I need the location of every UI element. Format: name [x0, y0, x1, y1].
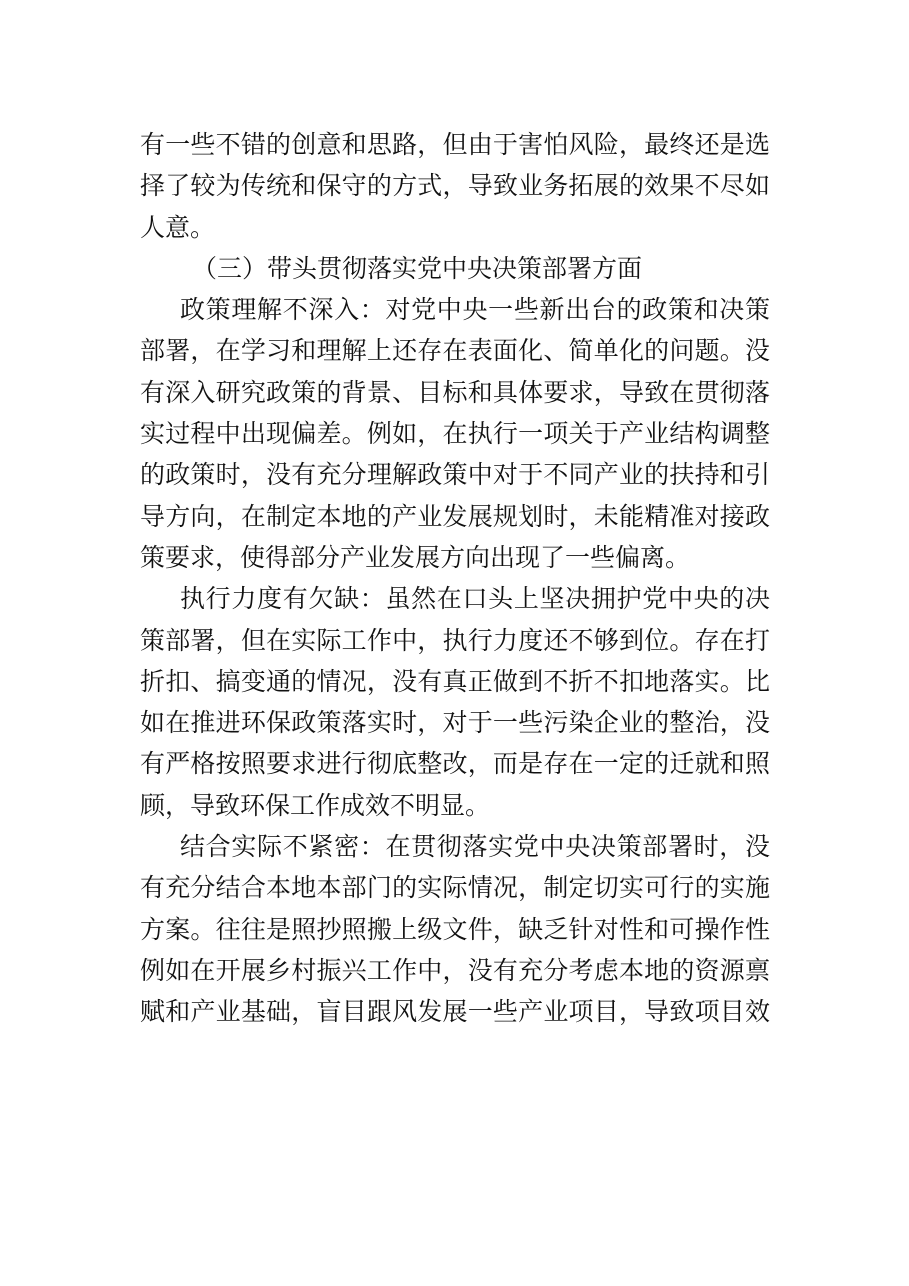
- text-line: 执行力度有欠缺：虽然在口头上坚决拥护党中央的决: [180, 584, 770, 614]
- text-line: 如在推进环保政策落实时，对于一些污染企业的整治，没: [140, 708, 770, 738]
- text-line: 策要求，使得部分产业发展方向出现了一些偏离。: [140, 542, 691, 572]
- text-line: 有严格按照要求进行彻底整改，而是存在一定的迁就和照: [140, 749, 770, 779]
- text-line: 方案。往往是照抄照搬上级文件，缺乏针对性和可操作性: [140, 914, 770, 944]
- text-line: 有一些不错的创意和思路，但由于害怕风险，最终还是选: [140, 130, 770, 159]
- text-line: 有充分结合本地本部门的实际情况，制定切实可行的实施: [140, 873, 770, 903]
- text-line: 有深入研究政策的背景、目标和具体要求，导致在贯彻落: [140, 377, 770, 407]
- heading-text: （三）带头贯彻落实党中央决策部署方面: [192, 253, 643, 283]
- text-line: 导方向，在制定本地的产业发展规划时，未能精准对接政: [140, 501, 770, 531]
- text-line: 折扣、搞变通的情况，没有真正做到不折不扣地落实。比: [140, 666, 770, 696]
- section-heading: [140, 248, 770, 289]
- paragraph-continuation: [140, 124, 770, 248]
- text-line: 择了较为传统和保守的方式，导致业务拓展的效果不尽如: [140, 171, 770, 201]
- text-line: 例如在开展乡村振兴工作中，没有充分考虑本地的资源禀: [140, 955, 770, 985]
- paragraph-policy-understanding: [140, 289, 770, 578]
- document-body: [140, 124, 770, 1033]
- paragraph-execution-strength: [140, 578, 770, 826]
- text-line: 赋和产业基础，盲目跟风发展一些产业项目，导致项目效: [140, 997, 770, 1027]
- paragraph-combine-reality: [140, 826, 770, 1032]
- text-line: 人意。: [140, 212, 216, 242]
- text-line: 政策理解不深入：对党中央一些新出台的政策和决策: [180, 295, 770, 325]
- text-line: 实过程中出现偏差。例如，在执行一项关于产业结构调整: [140, 419, 770, 449]
- text-line: 顾，导致环保工作成效不明显。: [140, 790, 491, 820]
- text-line: 策部署，但在实际工作中，执行力度还不够到位。存在打: [140, 625, 770, 655]
- text-line: 部署，在学习和理解上还存在表面化、简单化的问题。没: [140, 336, 770, 366]
- text-line: 的政策时，没有充分理解政策中对于不同产业的扶持和引: [140, 460, 770, 490]
- text-line: 结合实际不紧密：在贯彻落实党中央决策部署时，没: [180, 832, 770, 862]
